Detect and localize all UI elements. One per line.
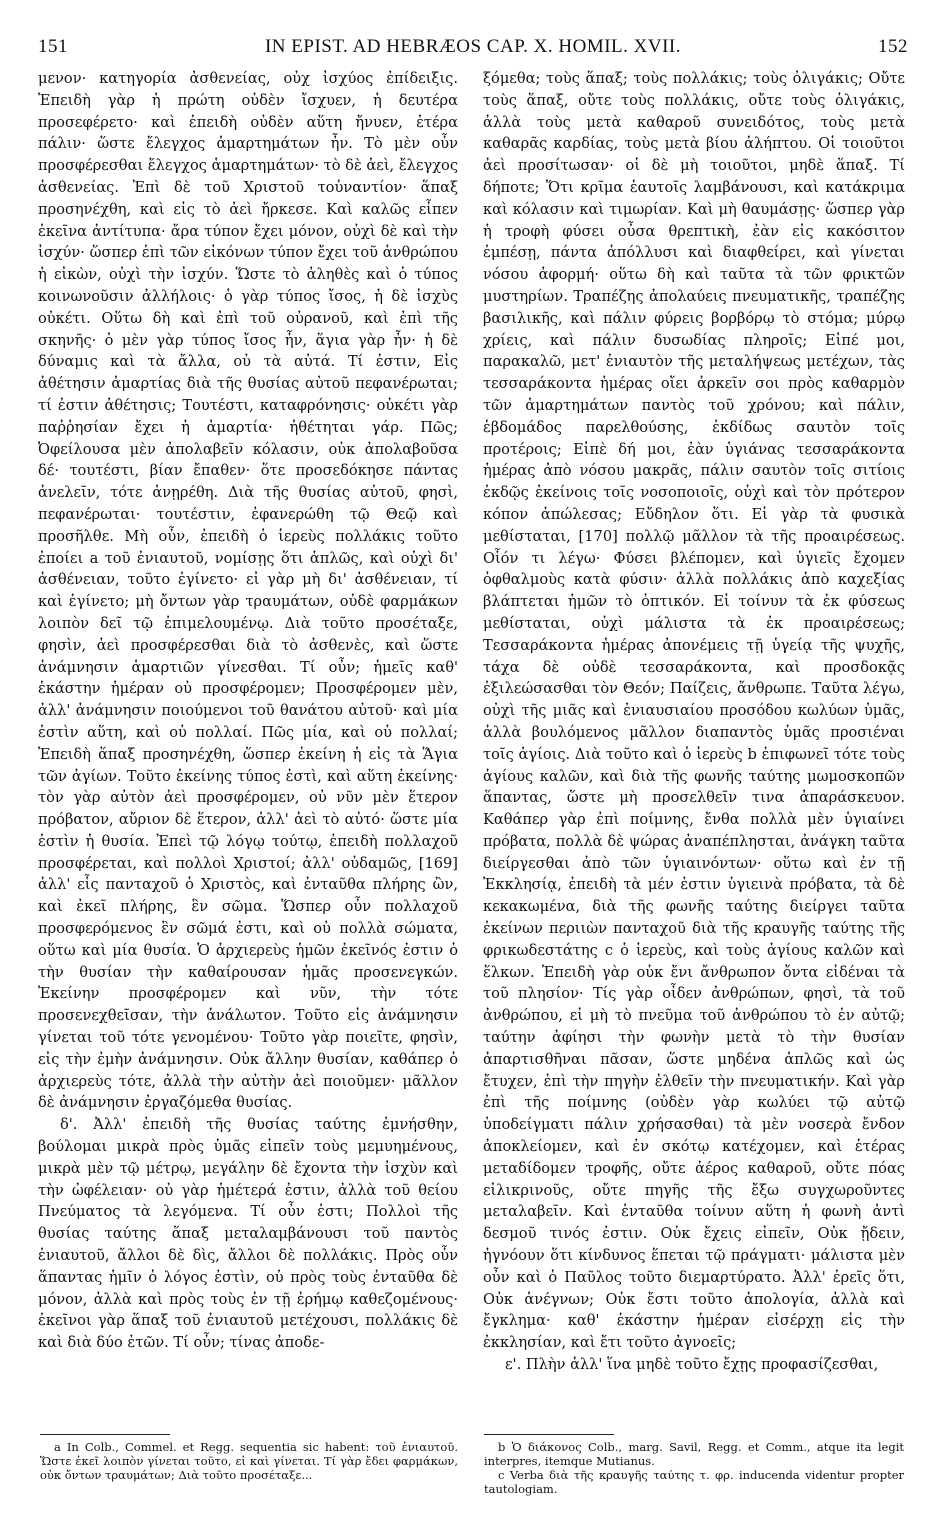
page-number-left: 151 — [38, 36, 68, 57]
paragraph: ε'. Πλὴν ἀλλ' ἵνα μηδὲ τοῦτο ἔχῃς προφασίζεσθαι, — [505, 1356, 879, 1374]
footnote: b Ὁ διάκονος Colb., marg. Savil, Regg. et Comm., atque ita legit interpres, itemque Mutianus. — [484, 1440, 904, 1468]
left-column — [38, 68, 458, 1354]
right-column — [483, 68, 905, 1376]
page-number-right: 152 — [878, 36, 908, 57]
running-header — [38, 36, 908, 62]
paragraph: ξόμεθα; τοὺς ἅπαξ; τοὺς πολλάκις; τοὺς ὀλιγάκις; Οὔτε τοὺς ἅπαξ, οὔτε τοὺς πολλάκις, οὔτε τοὺς ὀλιγάκις, ἀλλὰ τοὺς μετὰ καθαροῦ συνειδότος, τοὺς μετὰ καθαρᾶς καρδίας, τοὺς μετὰ βίου ἀλήπτου. Οἱ τοιοῦτοι ἀεὶ προσίτωσαν· οἱ δὲ μὴ τοιοῦτοι, μηδὲ ἅπαξ. Τί δήποτε; Ὅτι κρῖμα ἑαυτοῖς λαμβάνουσι, καὶ κατάκριμα καὶ κόλασιν καὶ τιμωρίαν. Καὶ μὴ θαυμάσῃς· ὥσπερ γὰρ ἡ τροφὴ φύσει οὖσα θρεπτικὴ, ἐὰν εἰς κακόσιτον ἐμπέσῃ, πάντα ἀπόλλυσι καὶ διαφθείρει, καὶ γίνεται νόσου ἀφορμή· οὕτω δὴ καὶ ταῦτα τὰ τῶν φρικτῶν μυστηρίων. Τραπέζης ἀπολαύεις πνευματικῆς, τραπέζης βασιλικῆς, καὶ πάλιν φύρεις βορβόρῳ τὸ στόμα; μύρῳ χρίεις, καὶ πάλιν δυσωδίας πληροῖς; Εἰπέ μοι, παρακαλῶ, μετ' ἐνιαυτὸν τῆς μεταλήψεως μετέχων, τὰς τεσσαράκοντα ἡμέρας οἴει ἀρκεῖν σοι πρὸς καθαρμὸν τῶν ἁμαρτημάτων παντὸς τοῦ χρόνου; καὶ πάλιν, ἑβδομάδος παρελθούσης, ἐκδίδως σαυτὸν τοῖς προτέροις; Εἰπὲ δή μοι, ἐὰν ὑγιάνας τεσσαράκοντα ἡμέρας ἀπὸ νόσου μακρᾶς, πάλιν σαυτὸν τοῖς σιτίοις ἐκδῷς ἐκείνοις τοῖς νοσοποιοῖς, οὐχὶ καὶ τὸν πρότερον κόπον ἀπώλεσας; Εὔδηλον ὅτι. Εἰ γὰρ τὰ φυσικὰ μεθίσταται, [170] πολλῷ μᾶλλον τὰ τῆς προαιρέσεως. Οἷόν τι λέγω· Φύσει βλέπομεν, καὶ ὑγιεῖς ἔχομεν ὀφθαλμοὺς κατὰ φύσιν· ἀλλὰ πολλάκις ἀπὸ καχεξίας βλάπτεται ἡμῶν τὸ ὀπτικόν. Εἰ τοίνυν τὰ ἐκ φύσεως μεθίσταται, οὐχὶ μάλιστα τὰ ἐκ προαιρέσεως; Τεσσαράκοντα ἡμέρας ἀπονέμεις τῇ ὑγείᾳ τῆς ψυχῆς, τάχα δὲ οὐδὲ τεσσαράκοντα, καὶ προσδοκᾷς ἐξιλεώσασθαι τὸν Θεόν; Παίζεις, ἄνθρωπε. Ταῦτα λέγω, οὐχὶ τῆς μιᾶς καὶ ἐνιαυσιαίου προσόδου κωλύων ὑμᾶς, ἀλλὰ βουλόμενος μᾶλλον διαπαντὸς ὑμᾶς προσιέναι τοῖς ἁγίοις. Διὰ τοῦτο καὶ ὁ ἱερεὺς b ἐπιφωνεῖ τότε τοὺς ἁγίους καλῶν, καὶ διὰ τῆς φωνῆς ταύτης μωμοσκοπῶν ἅπαντας, ὥστε μὴ προσελθεῖν τινα ἀπαράσκευον. Καθάπερ γὰρ ἐπὶ ποίμνης, ἔνθα πολλὰ μὲν ὑγιαίνει πρόβατα, πολλὰ δὲ ψώρας ἀναπέπλησται, ἀνάγκη ταῦτα διείργεσθαι ἀπὸ τῶν ὑγιαινόντων· οὕτω καὶ ἐν τῇ Ἐκκλησίᾳ, ἐπειδὴ τὰ μέν ἐστιν ὑγιεινὰ πρόβατα, τὰ δὲ κεκακωμένα, διὰ τῆς φωνῆς ταύτης διείργει ταῦτα ἐκείνων περιιὼν πανταχοῦ διὰ τῆς κραυγῆς ταύτης τῆς φρικωδεστάτης c ὁ ἱερεὺς, καὶ τοὺς ἁγίους καλῶν καὶ ἕλκων. Ἐπειδὴ γὰρ οὐκ ἔνι ἄνθρωπον ὄντα εἰδέναι τὰ τοῦ πλησίον· Τίς γὰρ οἶδεν ἀνθρώπων, φησὶ, τὰ τοῦ ἀνθρώπου, εἰ μὴ τὸ πνεῦμα τοῦ ἀνθρώπου τὸ ἐν αὐτῷ; ταύτην ἀφίησι τὴν φωνὴν μετὰ τὸ τὴν θυσίαν ἀπαρτισθῆναι πᾶσαν, ὥστε μηδένα ἁπλῶς καὶ ὡς ἔτυχεν, ἐπὶ τὴν πηγὴν ἐλθεῖν τὴν πνευματικήν. Καὶ γὰρ ἐπὶ τῆς ποίμνης (οὐδὲν γὰρ κωλύει τῷ αὐτῷ ὑποδείγματι πάλιν χρήσασθαι) τὰ μὲν νοσερὰ ἔνδον ἀποκλείομεν, καὶ ἐν σκότῳ κατέχομεν, καὶ ἑτέρας μεταδίδομεν τροφῆς, οὔτε ἀέρος καθαροῦ, οὔτε πόας εἰλικρινοῦς, οὔτε πηγῆς τῆς ἔξω συγχωροῦντες μεταλαβεῖν. Καὶ ἐνταῦθα τοίνυν αὕτη ἡ φωνὴ ἀντὶ δεσμοῦ τινός ἐστιν. Οὐκ ἔχεις εἰπεῖν, Οὐκ ᾔδειν, ἠγνόουν ὅτι κίνδυνος ἕπεται τῷ πράγματι· μάλιστα μὲν οὖν καὶ ὁ Παῦλος τοῦτο διεμαρτύρατο. Ἀλλ' ἐρεῖς ὅτι, Οὐκ ἀνέγνων; Οὐκ ἔστι τοῦτο ἀπολογία, ἀλλὰ καὶ ἔγκλημα· καθ' ἑκάστην ἡμέραν εἰσέρχῃ εἰς τὴν ἐκκλησίαν, καὶ ἔτι τοῦτο ἀγνοεῖς; — [483, 70, 905, 1352]
footnotes-right — [484, 1440, 904, 1496]
footnote-divider-left — [40, 1434, 170, 1435]
footnotes-left — [40, 1440, 458, 1482]
footnote: c Verba διὰ τῆς κραυγῆς ταύτης τ. φρ. inducenda videntur propter tautologiam. — [484, 1468, 904, 1496]
running-title: IN EPIST. AD HEBRÆOS CAP. X. HOMIL. XVII. — [264, 36, 681, 57]
footnote: a In Colb., Commel. et Regg. sequentia sic habent: τοῦ ἐνιαυτοῦ. Ὥστε ἐκεῖ λοιπὸν γίνεται τοῦτο, εἰ καὶ γίνεται. Τί γὰρ ἔδει φαρμάκων, οὐκ ὄντων τραυμάτων; Διὰ τοῦτο προσέταξε... — [40, 1440, 458, 1482]
paragraph: δ'. Ἀλλ' ἐπειδὴ τῆς θυσίας ταύτης ἐμνήσθην, βούλομαι μικρὰ πρὸς ὑμᾶς εἰπεῖν τοὺς μεμυημένους, μικρὰ μὲν τῷ μέτρῳ, μεγάλην δὲ ἔχοντα τὴν ἰσχὺν καὶ τὴν ὠφέλειαν· οὐ γὰρ ἡμέτερά ἐστιν, ἀλλὰ τοῦ θείου Πνεύματος τὰ λεγόμενα. Τί οὖν ἐστι; Πολλοὶ τῆς θυσίας ταύτης ἅπαξ μεταλαμβάνουσι τοῦ παντὸς ἐνιαυτοῦ, ἄλλοι δὲ δὶς, ἄλλοι δὲ πολλάκις. Πρὸς οὖν ἅπαντας ἡμῖν ὁ λόγος ἐστὶν, οὐ πρὸς τοὺς ἐνταῦθα δὲ μόνον, ἀλλὰ καὶ πρὸς τοὺς ἐν τῇ ἐρήμῳ καθεζομένους· ἐκεῖνοι γὰρ ἅπαξ τοῦ ἐνιαυτοῦ μετέχουσι, πολλάκις δὲ καὶ διὰ δύο ἐτῶν. Τί οὖν; τίνας ἀποδε- — [38, 1116, 458, 1352]
paragraph: μενον· κατηγορία ἀσθενείας, οὐχ ἰσχύος ἐπίδειξις. Ἐπειδὴ γὰρ ἡ πρώτη οὐδὲν ἴσχυεν, ἡ δευτέρα προσεφέρετο· καὶ ἐπειδὴ οὐδὲν αὕτη ἤνυεν, ἑτέρα πάλιν· ὥστε ἔλεγχος ἁμαρτημάτων ἦν. Τὸ μὲν οὖν προσφέρεσθαι ἔλεγχος ἁμαρτημάτων· τὸ δὲ ἀεὶ, ἔλεγχος ἀσθενείας. Ἐπὶ δὲ τοῦ Χριστοῦ τοὐναντίον· ἅπαξ προσηνέχθη, καὶ εἰς τὸ ἀεὶ ἤρκεσε. Καὶ καλῶς εἶπεν ἐκεῖνα ἀντίτυπα· ἄρα τύπον ἔχει μόνον, οὐχὶ δὲ καὶ τὴν ἰσχύν· ὥσπερ ἐπὶ τῶν εἰκόνων τύπον ἔχει τοῦ ἀνθρώπου ἡ εἰκὼν, οὐχὶ τὴν ἰσχύν. Ὥστε τὸ ἀληθὲς καὶ ὁ τύπος κοινωνοῦσιν ἀλλήλοις· ὁ γὰρ τύπος ἴσος, ἡ δὲ ἰσχὺς οὐκέτι. Οὕτω δὴ καὶ ἐπὶ τοῦ οὐρανοῦ, καὶ ἐπὶ τῆς σκηνῆς· ὁ μὲν γὰρ τύπος ἴσος ἦν, ἅγια γὰρ ἦν· ἡ δὲ δύναμις καὶ τὰ ἄλλα, οὐ τὰ αὐτά. Τί ἐστιν, Εἰς ἀθέτησιν ἁμαρτίας διὰ τῆς θυσίας αὐτοῦ πεφανέρωται; τί ἐστιν ἀθέτησις; Τουτέστι, καταφρόνησις· οὐκέτι γὰρ παῤῥησίαν ἔχει ἡ ἁμαρτία· ἠθέτηται γάρ. Πῶς; Ὀφείλουσα μὲν ἀπολαβεῖν κόλασιν, οὐκ ἀπολαβοῦσα δέ· τουτέστι, βίαν ἔπαθεν· ὅτε προσεδόκησε πάντας ἀνελεῖν, τότε ἀνῃρέθη. Διὰ τῆς θυσίας αὐτοῦ, φησὶ, πεφανέρωται· τουτέστιν, ἐφανερώθη τῷ Θεῷ καὶ προσῆλθε. Μὴ οὖν, ἐπειδὴ ὁ ἱερεὺς πολλάκις τοῦτο ἐποίει a τοῦ ἐνιαυτοῦ, νομίσῃς ὅτι ἁπλῶς, καὶ οὐχὶ δι' ἀσθένειαν, τοῦτο ἐγίνετο· εἰ γὰρ μὴ δι' ἀσθένειαν, τί καὶ ἐγίνετο; μὴ ὄντων γὰρ τραυμάτων, οὐδὲ φαρμάκων λοιπὸν δεῖ τῷ ἐπιμελουμένῳ. Διὰ τοῦτο προσέταξε, φησὶν, ἀεὶ προσφέρεσθαι διὰ τὸ ἀσθενὲς, καὶ ὥστε ἀνάμνησιν ἁμαρτιῶν γίνεσθαι. Τί οὖν; ἡμεῖς καθ' ἑκάστην ἡμέραν οὐ προσφέρομεν; Προσφέρομεν μὲν, ἀλλ' ἀνάμνησιν ποιούμενοι τοῦ θανάτου αὐτοῦ· καὶ μία ἐστὶν αὕτη, καὶ οὐ πολλαί. Πῶς μία, καὶ οὐ πολλαί; Ἐπειδὴ ἅπαξ προσηνέχθη, ὥσπερ ἐκείνη ἡ εἰς τὰ Ἅγια τῶν ἁγίων. Τοῦτο ἐκείνης τύπος ἐστὶ, καὶ αὕτη ἐκείνης· τὸν γὰρ αὐτὸν ἀεὶ προσφέρομεν, οὐ νῦν μὲν ἕτερον πρόβατον, αὔριον δὲ ἕτερον, ἀλλ' ἀεὶ τὸ αὐτό· ὥστε μία ἐστὶν ἡ θυσία. Ἐπεὶ τῷ λόγῳ τούτῳ, ἐπειδὴ πολλαχοῦ προσφέρεται, καὶ πολλοὶ Χριστοί; ἀλλ' οὐδαμῶς, [169] ἀλλ' εἷς πανταχοῦ ὁ Χριστὸς, καὶ ἐνταῦθα πλήρης ὢν, καὶ ἐκεῖ πλήρης, ἓν σῶμα. Ὥσπερ οὖν πολλαχοῦ προσφερόμενος ἓν σῶμά ἐστι, καὶ οὐ πολλὰ σώματα, οὕτω καὶ μία θυσία. Ὁ ἀρχιερεὺς ἡμῶν ἐκεῖνός ἐστιν ὁ τὴν θυσίαν τὴν καθαίρουσαν ἡμᾶς προσενεγκών. Ἐκείνην προσφέρομεν καὶ νῦν, τὴν τότε προσενεχθεῖσαν, τὴν ἀνάλωτον. Τοῦτο εἰς ἀνάμνησιν γίνεται τοῦ τότε γενομένου· Τοῦτο γὰρ ποιεῖτε, φησὶν, εἰς τὴν ἐμὴν ἀνάμνησιν. Οὐκ ἄλλην θυσίαν, καθάπερ ὁ ἀρχιερεὺς τότε, ἀλλὰ τὴν αὐτὴν ἀεὶ ποιοῦμεν· μᾶλλον δὲ ἀνάμνησιν ἐργαζόμεθα θυσίας. — [38, 70, 458, 1112]
footnote-divider-right — [484, 1434, 614, 1435]
